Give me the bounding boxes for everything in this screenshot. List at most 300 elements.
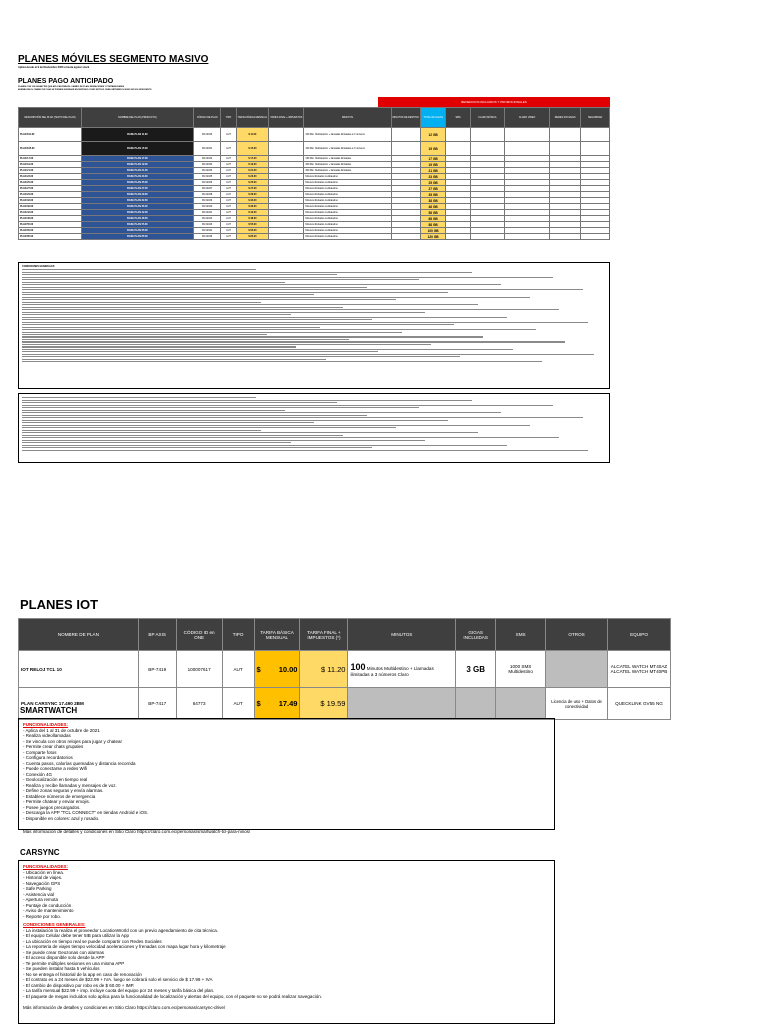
plan-code: PA 02044 (193, 228, 221, 234)
plan-claro-musica (470, 142, 504, 156)
plan-code: PA 02034 (193, 168, 221, 174)
condition-line (22, 312, 425, 313)
plan-gigas: 100 GB (420, 228, 446, 234)
list-item: - Cuenta pasos, calorías quemadas y distancia recorrida (23, 760, 136, 766)
plan-description: PLAN 48.60 (19, 216, 82, 222)
iot-col-minutos: MINUTOS (348, 619, 456, 651)
list-item: - Establece números de emergencia (23, 793, 96, 799)
list-item: - Realiza y recibe llamadas y mensajes de voz. (23, 782, 117, 788)
plan-minutes: Minutos ilimitados multidestino (304, 222, 391, 228)
condition-line (22, 432, 478, 433)
condition-line (22, 327, 320, 328)
plan-minutes-destino (391, 142, 420, 156)
condition-line (22, 437, 559, 438)
plan-product: BASE PLAN 17.60 (81, 156, 193, 162)
plan-basic-price: $ 36.60 (236, 204, 269, 210)
condition-line (22, 359, 326, 360)
plan-basic-price: $ 11.60 (236, 128, 269, 142)
plan-sms (446, 142, 470, 156)
list-item: - El equipo Celular debe tener 5IB para utilizar la App (23, 933, 130, 938)
plan-product: BASE PLAN 48.60 (81, 216, 193, 222)
condition-line (22, 332, 402, 333)
plan-gigas: 48 GB (420, 204, 446, 210)
col-redes: REDES SOCIALES (550, 108, 581, 128)
plan-description: PLAN 27.60 (19, 186, 82, 192)
col-total-gigas: TOTAL DE GIGAS (420, 108, 446, 128)
plan-product: BASE PLAN 19.60 (81, 162, 193, 168)
plan-product: BASE PLAN 32.60 (81, 198, 193, 204)
plan-minutes: Minutos ilimitados multidestino (304, 228, 391, 234)
plan-minutes: Minutos ilimitados multidestino (304, 174, 391, 180)
prepaid-plans-table (18, 107, 610, 240)
list-item: - Disponible en colores: azul y rosado. (23, 815, 100, 821)
plan-final-price (269, 234, 304, 240)
plan-product: BASE PLAN 11.60 (81, 128, 193, 142)
col-sms: SMS (446, 108, 470, 128)
prepaid-note-1: PLANES CON 100 GIGABYTES QUE APLICAN PARA EL CAMBIO DE PLAN, MIGRACIONES Y PORTABILIDADES (18, 86, 125, 88)
iot-tipo: AUT (222, 651, 254, 688)
iot-equipo: QUECKLINK GV55 NG (608, 688, 671, 720)
currency-symbol: $ (256, 664, 261, 674)
plan-description: PLAN 29.60 (19, 192, 82, 198)
condition-line (22, 417, 583, 418)
plan-row (19, 142, 610, 156)
iot-col-tipo: TIPO (222, 619, 254, 651)
condition-line (22, 415, 367, 416)
condition-line (22, 341, 565, 342)
plan-type: AUT (221, 142, 236, 156)
plan-product: BASE PLAN 55.60 (81, 222, 193, 228)
plan-claro-video (505, 142, 550, 156)
plan-claro-musica (470, 234, 504, 240)
iot-final-price: $ 19.59 (300, 688, 348, 720)
condition-line (22, 349, 513, 350)
plan-basic-price: $ 27.60 (236, 186, 269, 192)
list-item: - No se entrega el historial de la app en caso de renovación (23, 971, 142, 977)
plan-code: PA 02035 (193, 174, 221, 180)
plan-basic-price: $ 17.60 (236, 156, 269, 162)
carsync-more: Más información de detalles y condiciones en Sitio Claro https://claro.com.ec/personas/carsync-drive/ (23, 1005, 226, 1010)
condition-line (22, 435, 343, 436)
conditions-title: CONDICIONES GENERALES (22, 265, 55, 268)
condition-line (22, 284, 501, 285)
plan-product: BASE PLAN 25.60 (81, 180, 193, 186)
iot-minutes-big: 100 (350, 661, 366, 672)
page-title: PLANES MÓVILES SEGMENTO MASIVO (18, 54, 209, 65)
plan-description: PLAN 42.60 (19, 210, 82, 216)
plan-type: AUT (221, 174, 236, 180)
condition-line (22, 287, 367, 288)
carsync-list (23, 870, 550, 920)
plan-basic-price: $ 21.60 (236, 168, 269, 174)
col-seguridad: SEGURIDAD (581, 108, 610, 128)
list-item: - La tarifa mensual $22.99 + imp. incluye cuota del equipo por 24 meses y tarifa básica del plan. (23, 988, 215, 993)
col-claro-video: CLARO VIDEO (505, 108, 550, 128)
list-item: - Descarga la APP "TCL CONNECT" en tiendas Android e iOS. (23, 810, 149, 815)
plan-gigas: 12 GB (420, 128, 446, 142)
plan-claro-musica (470, 128, 504, 142)
plan-minutes: 100 Min. Multidestino + llamadas ilimitadas a 3 números (304, 142, 391, 156)
condition-line (22, 294, 314, 295)
carsync-title: CARSYNC (20, 848, 60, 857)
plan-type: AUT (221, 168, 236, 174)
col-claro-musica: CLARO MÚSICA (470, 108, 504, 128)
plan-minutes: Minutos ilimitados multidestino (304, 204, 391, 210)
carsync-func-label: FUNCIONALIDADES: (23, 864, 68, 869)
list-item: - Permite chatear y enviar emojis. (23, 799, 91, 804)
iot-tipo: AUT (222, 688, 254, 720)
iot-table-header (19, 619, 671, 651)
iot-code: 100007617 (176, 651, 222, 688)
list-item: - Safe Parking (23, 886, 52, 891)
col-tipo: TIPO (221, 108, 236, 128)
condition-line (22, 407, 419, 408)
iot-final-price: $ 11.20 (300, 651, 348, 688)
plan-code: PA 02033 (193, 162, 221, 168)
list-item: - Se vincula con otros relojes para jugar y chatear (23, 738, 123, 744)
plan-code: PA 02039 (193, 198, 221, 204)
condition-line (22, 425, 530, 426)
plan-type: AUT (221, 128, 236, 142)
condition-line (22, 410, 285, 411)
iot-col-gigas: GIGAS INCLUIDAS (456, 619, 496, 651)
plan-code: PA 02042 (193, 216, 221, 222)
condition-line (22, 405, 553, 406)
condition-line (22, 412, 501, 413)
iot-col-codigo: CÓDIGO ID en ONE (176, 619, 222, 651)
smartwatch-title: SMARTWATCH (20, 706, 78, 715)
plan-description: PLAN $11.60 (19, 128, 82, 142)
iot-basic-price (254, 651, 300, 688)
plan-gigas: 21 GB (420, 168, 446, 174)
condition-line (22, 354, 594, 355)
condition-line (22, 344, 431, 345)
plan-type: AUT (221, 156, 236, 162)
plan-minutes: Minutos ilimitados multidestino (304, 180, 391, 186)
plan-type: AUT (221, 180, 236, 186)
plan-row (19, 128, 610, 142)
plan-gigas: 38 GB (420, 198, 446, 204)
condition-line (22, 420, 448, 421)
iot-col-otros: OTROS (546, 619, 608, 651)
col-descripcion: DESCRIPCIÓN DEL PLAN (TEXTO DEL PLAN) (19, 108, 82, 128)
iot-plan-name: IOT RELOJ TCL 10 (19, 651, 139, 688)
prepaid-table-header (19, 108, 610, 128)
plan-basic-price: $ 85.60 (236, 234, 269, 240)
iot-bp: BP-7419 (138, 651, 176, 688)
iot-gigas (456, 688, 496, 720)
plan-product: BASE PLAN 27.60 (81, 186, 193, 192)
condition-line (22, 314, 291, 315)
plan-sms (446, 234, 470, 240)
condition-line (22, 324, 454, 325)
smartwatch-box (18, 718, 555, 834)
iot-code: 64773 (176, 688, 222, 720)
plan-type: AUT (221, 228, 236, 234)
condition-line (22, 302, 261, 303)
plan-redes (550, 234, 581, 240)
plan-description: PLAN 65.60 (19, 228, 82, 234)
smartwatch-list (23, 728, 550, 822)
plan-description: PLAN 32.60 (19, 198, 82, 204)
condition-line (22, 450, 588, 451)
plan-code: PA 02041 (193, 210, 221, 216)
plan-code: PA 02037 (193, 186, 221, 192)
iot-minutes (348, 651, 456, 688)
list-item: - Apertura remota (23, 897, 59, 902)
plan-type: AUT (221, 222, 236, 228)
condition-line (22, 346, 296, 347)
list-item: - Puntaje de conducción (23, 902, 72, 908)
plan-code: PA 02043 (193, 222, 221, 228)
list-item: - Comparte fotos (23, 749, 57, 755)
list-item: - Asistencia vial (23, 891, 55, 897)
list-item: - El paquete de megas incluidos solo aplica para la funcionalidad de localización y alertas del equipo, con el paquete no se podrá realizar navegación. (23, 993, 322, 999)
condition-line (22, 442, 291, 443)
list-item: - Navegación GPS (23, 880, 61, 886)
plan-minutes: 150 Min. Multidestino + llamadas ilimitadas (304, 156, 391, 162)
plan-gigas: 23 GB (420, 174, 446, 180)
condition-line (22, 309, 559, 310)
plan-description: PLAN 25.60 (19, 180, 82, 186)
plan-basic-price: $ 19.60 (236, 162, 269, 168)
col-nombre: NOMBRE DEL PLAN (PRODUCTO) (81, 108, 193, 128)
plan-code: PA 02045 (193, 234, 221, 240)
condition-line (22, 356, 460, 357)
iot-plans-table (18, 618, 671, 720)
plan-type: AUT (221, 204, 236, 210)
plan-description: PLAN 19.60 (19, 162, 82, 168)
plan-description: PLAN 85.60 (19, 234, 82, 240)
plan-minutes: Minutos ilimitados multidestino (304, 234, 391, 240)
plan-product: BASE PLAN 21.60 (81, 168, 193, 174)
list-item: - Se puede crear Geozonas con alarmas (23, 949, 105, 955)
plan-type: AUT (221, 210, 236, 216)
plan-type: AUT (221, 198, 236, 204)
condition-line (22, 361, 542, 362)
plan-description: PLAN 17.60 (19, 156, 82, 162)
plan-basic-price: $ 29.60 (236, 192, 269, 198)
list-item: - Define zonas seguras y envía alarmas. (23, 788, 104, 793)
plan-basic-price: $ 55.60 (236, 222, 269, 228)
plan-gigas: 35 GB (420, 192, 446, 198)
iot-col-sms: SMS (496, 619, 546, 651)
list-item: - Aplica del 1 al 31 de octubre de 2021 (23, 727, 100, 733)
condition-line (22, 319, 372, 320)
iot-plan-name: PLAN CARSYNC 17.490 2BM (19, 688, 139, 720)
plan-minutes-destino (391, 234, 420, 240)
plan-gigas: 58 GB (420, 210, 446, 216)
smartwatch-func-label: FUNCIONALIDADES: (23, 722, 68, 727)
plan-claro-video (505, 234, 550, 240)
plan-basic-price: $ 42.60 (236, 210, 269, 216)
condition-line (22, 289, 583, 290)
condition-line (22, 427, 396, 428)
plan-minutes: Minutos ilimitados multidestino (304, 192, 391, 198)
plan-basic-price: $ 48.60 (236, 216, 269, 222)
plan-redes (550, 142, 581, 156)
iot-minutes-text: Minutos Multidestino + Llamadas ilimitadas a 3 números Claro (350, 665, 434, 677)
plan-description: PLAN 21.60 (19, 168, 82, 174)
plan-code: PA 02032 (193, 156, 221, 162)
col-minutos: MINUTOS (304, 108, 391, 128)
plan-product: BASE PLAN 42.60 (81, 210, 193, 216)
condition-line (22, 334, 267, 335)
plan-gigas: 27 GB (420, 186, 446, 192)
condition-line (22, 274, 337, 275)
iot-row (19, 651, 671, 688)
plan-type: AUT (221, 192, 236, 198)
list-item: - Aviso de mantenimiento (23, 908, 74, 913)
condition-line (22, 282, 285, 283)
list-item: - La instalación la realiza el proveedor LocationWorld con un previo agendamiento de cita técnica. (23, 927, 219, 933)
plan-basic-price: $ 65.60 (236, 228, 269, 234)
list-item: - Permite crear chats grupales (23, 744, 84, 749)
smartwatch-more: Más información de detalles y condiciones en Sitio Claro https://claro.com.ec/personas/smartwatch-tcl-para-ninos/ (23, 829, 251, 834)
condition-line (22, 269, 256, 270)
condition-line (22, 317, 507, 318)
carsync-cond-label: CONDICIONES GENERALES: (23, 922, 86, 927)
condition-line (22, 440, 425, 441)
plan-product: BASE PLAN 36.60 (81, 204, 193, 210)
plan-seguridad (581, 142, 610, 156)
plan-gigas: 15 GB (420, 142, 446, 156)
plan-product: BASE PLAN 29.60 (81, 192, 193, 198)
iot-col-nombre: NOMBRE DE PLAN (19, 619, 139, 651)
list-item: - Se pueden instalar hasta 5 vehículos (23, 966, 100, 971)
iot-col-equipo: EQUIPO (608, 619, 671, 651)
condition-line (22, 272, 472, 273)
list-item: - Conexión 4G (23, 771, 53, 777)
condition-line (22, 351, 378, 352)
iot-otros: Licencia de uso + Datos de conectividad (546, 688, 608, 720)
plan-minutes: Minutos ilimitados multidestino (304, 186, 391, 192)
condition-line (22, 297, 530, 298)
plan-code: PA 02030 (193, 128, 221, 142)
list-item: - La reporteria de viajes tiempo velocidad aceleraciones y frenadas con mapa lugar hora y kilometraje (23, 944, 226, 949)
condition-line (22, 400, 472, 401)
plan-gigas: 17 GB (420, 156, 446, 162)
plan-redes (550, 128, 581, 142)
plan-type: AUT (221, 216, 236, 222)
plan-gigas: 88 GB (420, 222, 446, 228)
currency-symbol: $ (256, 699, 261, 708)
condition-line (22, 279, 419, 280)
plan-basic-price: $ 32.60 (236, 198, 269, 204)
carsync-conditions (23, 928, 550, 1000)
list-item: - Puede conectarse a redes Wifi (23, 766, 88, 771)
plan-seguridad (581, 128, 610, 142)
list-item: - Posee juegos precargados. (23, 804, 81, 810)
iot-title: PLANES IOT (20, 597, 99, 612)
conditions-box (18, 262, 610, 389)
col-minutos-destino: MINUTOS DE DESTINO (391, 108, 420, 128)
iot-col-bp: BP AXIS (138, 619, 176, 651)
plan-code: PA 02036 (193, 180, 221, 186)
plan-product: BASE PLAN 15.60 (81, 142, 193, 156)
col-tarifa-final: TARIFA FINAL + IMPUESTOS (269, 108, 304, 128)
iot-row (19, 688, 671, 720)
plan-code: PA 02040 (193, 204, 221, 210)
plan-seguridad (581, 234, 610, 240)
plan-type: AUT (221, 234, 236, 240)
plan-minutes: Minutos ilimitados multidestino (304, 210, 391, 216)
plan-code: PA 02031 (193, 142, 221, 156)
condition-line (22, 322, 588, 323)
plan-type: AUT (221, 162, 236, 168)
iot-col-tarifa-final: TARIFA FINAL + IMPUESTOS (*) (300, 619, 348, 651)
benefits-header: BENEFICIOS INCLUIDOS Y PROMOCIONALES (378, 97, 610, 107)
condition-line (22, 277, 553, 278)
plan-gigas: 68 GB (420, 216, 446, 222)
list-item: - Configura recordatorios (23, 755, 73, 760)
condition-line (22, 422, 314, 423)
plan-minutes: Minutos ilimitados multidestino (304, 198, 391, 204)
plan-basic-price: $ 15.60 (236, 142, 269, 156)
conditions-box-2 (18, 393, 610, 463)
list-item: - El acceso disponible solo desde la APP (23, 955, 105, 960)
condition-line (22, 339, 349, 340)
iot-sms: 1000 SMS Multidestino (496, 651, 546, 688)
plan-type: AUT (221, 186, 236, 192)
plan-minutes-destino (391, 128, 420, 142)
plan-basic-price: $ 23.60 (236, 174, 269, 180)
plan-minutes: 300 Min. Multidestino + llamadas ilimitadas (304, 168, 391, 174)
carsync-box (18, 860, 555, 1024)
iot-bp: BP-7417 (138, 688, 176, 720)
list-item: - Historial de viajes. (23, 875, 63, 880)
condition-line (22, 304, 478, 305)
plan-row (19, 234, 610, 240)
col-codigo: CÓDIGO DE PLAN (193, 108, 221, 128)
plan-description: PLAN 36.60 (19, 204, 82, 210)
condition-line (22, 447, 372, 448)
iot-sms (496, 688, 546, 720)
iot-equipo: ALCATEL WATCH MT40AZ ALCATEL WATCH MT40PB (608, 651, 671, 688)
condition-line (22, 307, 343, 308)
iot-basic-value: 17.49 (278, 699, 298, 708)
plan-minutes: 300 Min. Multidestino + llamadas ilimitadas (304, 162, 391, 168)
condition-line (22, 329, 536, 330)
prepaid-title: PLANES PAGO ANTICIPADO (18, 78, 114, 85)
iot-col-tarifa-basica: TARIFA BÁSICA MENSUAL (254, 619, 300, 651)
list-item: - Ubicación en línea. (23, 869, 65, 875)
conditions-text (22, 269, 606, 362)
plan-description: PLAN 55.60 (19, 222, 82, 228)
iot-basic-price (254, 688, 300, 720)
plan-gigas: 25 GB (420, 180, 446, 186)
plan-gigas: 120 GB (420, 234, 446, 240)
iot-otros (546, 651, 608, 688)
plan-sms (446, 128, 470, 142)
condition-line (22, 292, 448, 293)
condition-line (22, 397, 256, 398)
plan-product: BASE PLAN 85.60 (81, 234, 193, 240)
condition-line (22, 430, 261, 431)
plan-description: PLAN 23.60 (19, 174, 82, 180)
condition-line (22, 402, 337, 403)
plan-description: PLAN $15.60 (19, 142, 82, 156)
condition-line (22, 336, 483, 337)
plan-claro-video (505, 128, 550, 142)
iot-gigas: 3 GB (456, 651, 496, 688)
iot-minutes (348, 688, 456, 720)
list-item: - Geolocalización en tiempo real (23, 777, 88, 782)
conditions-text-2 (22, 397, 606, 450)
plan-final-price (269, 142, 304, 156)
condition-line (22, 299, 396, 300)
plan-code: PA 02038 (193, 192, 221, 198)
